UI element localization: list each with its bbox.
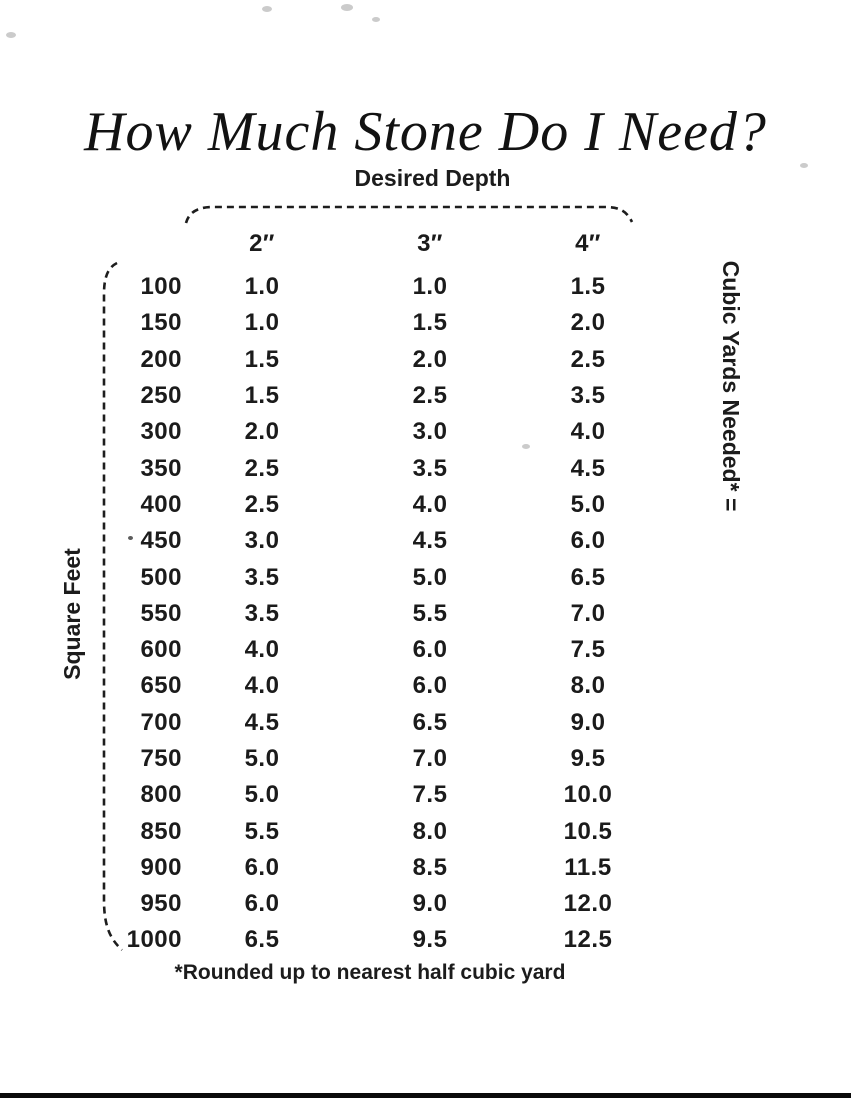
cell-2in: 4.5: [244, 708, 280, 736]
cell-2in: 4.0: [244, 672, 280, 700]
table-row: [120, 741, 648, 777]
cell-3in: 7.5: [412, 781, 448, 809]
sqft-cell: 900: [140, 853, 182, 881]
sqft-cell: 250: [140, 382, 182, 410]
scan-speckle: [341, 4, 353, 11]
cell-3in: 1.5: [412, 309, 448, 337]
cell-2in: 6.0: [244, 853, 280, 881]
cell-4in: 4.5: [570, 454, 606, 482]
cell-4in: 12.0: [563, 890, 613, 918]
cell-4in: 9.0: [570, 708, 606, 736]
table-row: [120, 632, 648, 668]
table-row: [120, 668, 648, 704]
cell-3in: 4.0: [412, 490, 448, 518]
column-header-row: [120, 230, 648, 258]
table-row: [120, 813, 648, 849]
column-header-2in: 2″: [249, 230, 275, 257]
sqft-cell: 650: [140, 672, 182, 700]
cell-2in: 2.5: [244, 490, 280, 518]
page-title: How Much Stone Do I Need?: [84, 100, 767, 163]
sqft-cell: 150: [140, 309, 182, 337]
table-row: [120, 342, 648, 378]
cell-4in: 8.0: [570, 672, 606, 700]
cell-2in: 1.5: [244, 345, 280, 373]
sqft-cell: 400: [140, 490, 182, 518]
cell-4in: 7.0: [570, 599, 606, 627]
table-row: [120, 559, 648, 595]
cell-3in: 5.0: [412, 563, 448, 591]
cell-4in: 6.0: [570, 527, 606, 555]
bottom-rule: [0, 1093, 851, 1098]
square-feet-axis-label: Square Feet: [59, 548, 85, 680]
sqft-cell: 750: [140, 745, 182, 772]
cell-4in: 2.0: [570, 309, 606, 337]
table-row: [120, 523, 648, 559]
cell-2in: 1.0: [244, 309, 280, 337]
cell-4in: 11.5: [564, 853, 612, 881]
scan-speckle: [522, 444, 530, 449]
table-row: [120, 450, 648, 486]
cell-2in: 3.5: [244, 599, 280, 627]
cell-2in: 2.5: [244, 454, 280, 482]
table-row: [120, 378, 648, 414]
cell-2in: 5.0: [244, 745, 280, 772]
cell-2in: 6.0: [244, 890, 280, 918]
cell-4in: 9.5: [570, 745, 606, 772]
sqft-cell: 800: [140, 781, 182, 809]
cell-3in: 3.5: [412, 454, 448, 482]
top-dashed-brace: [186, 207, 632, 223]
cell-4in: 4.0: [570, 418, 606, 446]
cell-3in: 2.0: [412, 345, 448, 373]
cell-2in: 1.0: [244, 273, 280, 301]
cell-4in: 2.5: [570, 345, 606, 373]
footnote: *Rounded up to nearest half cubic yard: [174, 961, 566, 984]
sqft-cell: 600: [140, 636, 182, 664]
column-header-4in: 4″: [575, 230, 601, 257]
cell-4in: 12.5: [563, 926, 613, 954]
table-row: [120, 777, 648, 813]
stone-quantity-table: [120, 269, 648, 959]
table-row: [120, 922, 648, 958]
cell-3in: 8.5: [412, 853, 448, 881]
cell-3in: 4.5: [412, 527, 448, 555]
sqft-cell: 950: [140, 890, 182, 918]
table-row: [120, 596, 648, 632]
scan-speckle: [800, 163, 808, 168]
cell-2in: 6.5: [244, 926, 280, 954]
scan-speckle: [128, 536, 133, 540]
cell-4in: 3.5: [570, 382, 606, 410]
table-row: [120, 850, 648, 886]
table-row: [120, 414, 648, 450]
cell-2in: 1.5: [244, 382, 280, 410]
cell-2in: 5.5: [244, 817, 280, 845]
cell-4in: 7.5: [570, 636, 606, 664]
sqft-cell: 350: [140, 454, 182, 482]
cell-3in: 3.0: [412, 418, 448, 446]
table-row: [120, 305, 648, 341]
table-row: [120, 886, 648, 922]
sqft-cell: 450: [140, 527, 182, 555]
cell-3in: 6.0: [412, 672, 448, 700]
cell-3in: 6.5: [412, 708, 448, 736]
desired-depth-label: Desired Depth: [354, 165, 511, 191]
cell-3in: 6.0: [412, 636, 448, 664]
sqft-cell: 550: [140, 599, 182, 627]
cell-4in: 10.5: [563, 817, 613, 845]
cell-3in: 9.0: [412, 890, 448, 918]
scan-speckle: [6, 32, 16, 38]
cell-3in: 1.0: [412, 273, 448, 301]
cell-3in: 5.5: [412, 599, 448, 627]
cell-4in: 10.0: [563, 781, 613, 809]
sqft-cell: 200: [140, 345, 182, 373]
cell-2in: 2.0: [244, 418, 280, 446]
cell-3in: 7.0: [412, 745, 448, 772]
cell-2in: 5.0: [244, 781, 280, 809]
cell-3in: 9.5: [412, 926, 448, 954]
scan-speckle: [262, 6, 272, 12]
sqft-cell: 300: [140, 418, 182, 446]
cell-4in: 1.5: [570, 273, 606, 301]
cell-2in: 4.0: [244, 636, 280, 664]
cell-2in: 3.5: [244, 563, 280, 591]
table-row: [120, 705, 648, 741]
cell-2in: 3.0: [244, 527, 280, 555]
cell-4in: 5.0: [570, 490, 606, 518]
sqft-cell: 1000: [126, 926, 182, 954]
scan-speckle: [372, 17, 380, 22]
sqft-cell: 500: [140, 563, 182, 591]
table-row: [120, 487, 648, 523]
table-row: [120, 269, 648, 305]
sqft-cell: 700: [140, 708, 182, 736]
cubic-yards-axis-label: Cubic Yards Needed* =: [718, 260, 744, 512]
sqft-cell: 850: [140, 817, 182, 845]
cell-4in: 6.5: [570, 563, 606, 591]
cell-3in: 2.5: [412, 382, 448, 410]
column-header-3in: 3″: [417, 230, 443, 257]
sqft-cell: 100: [140, 273, 182, 301]
cell-3in: 8.0: [412, 817, 448, 845]
